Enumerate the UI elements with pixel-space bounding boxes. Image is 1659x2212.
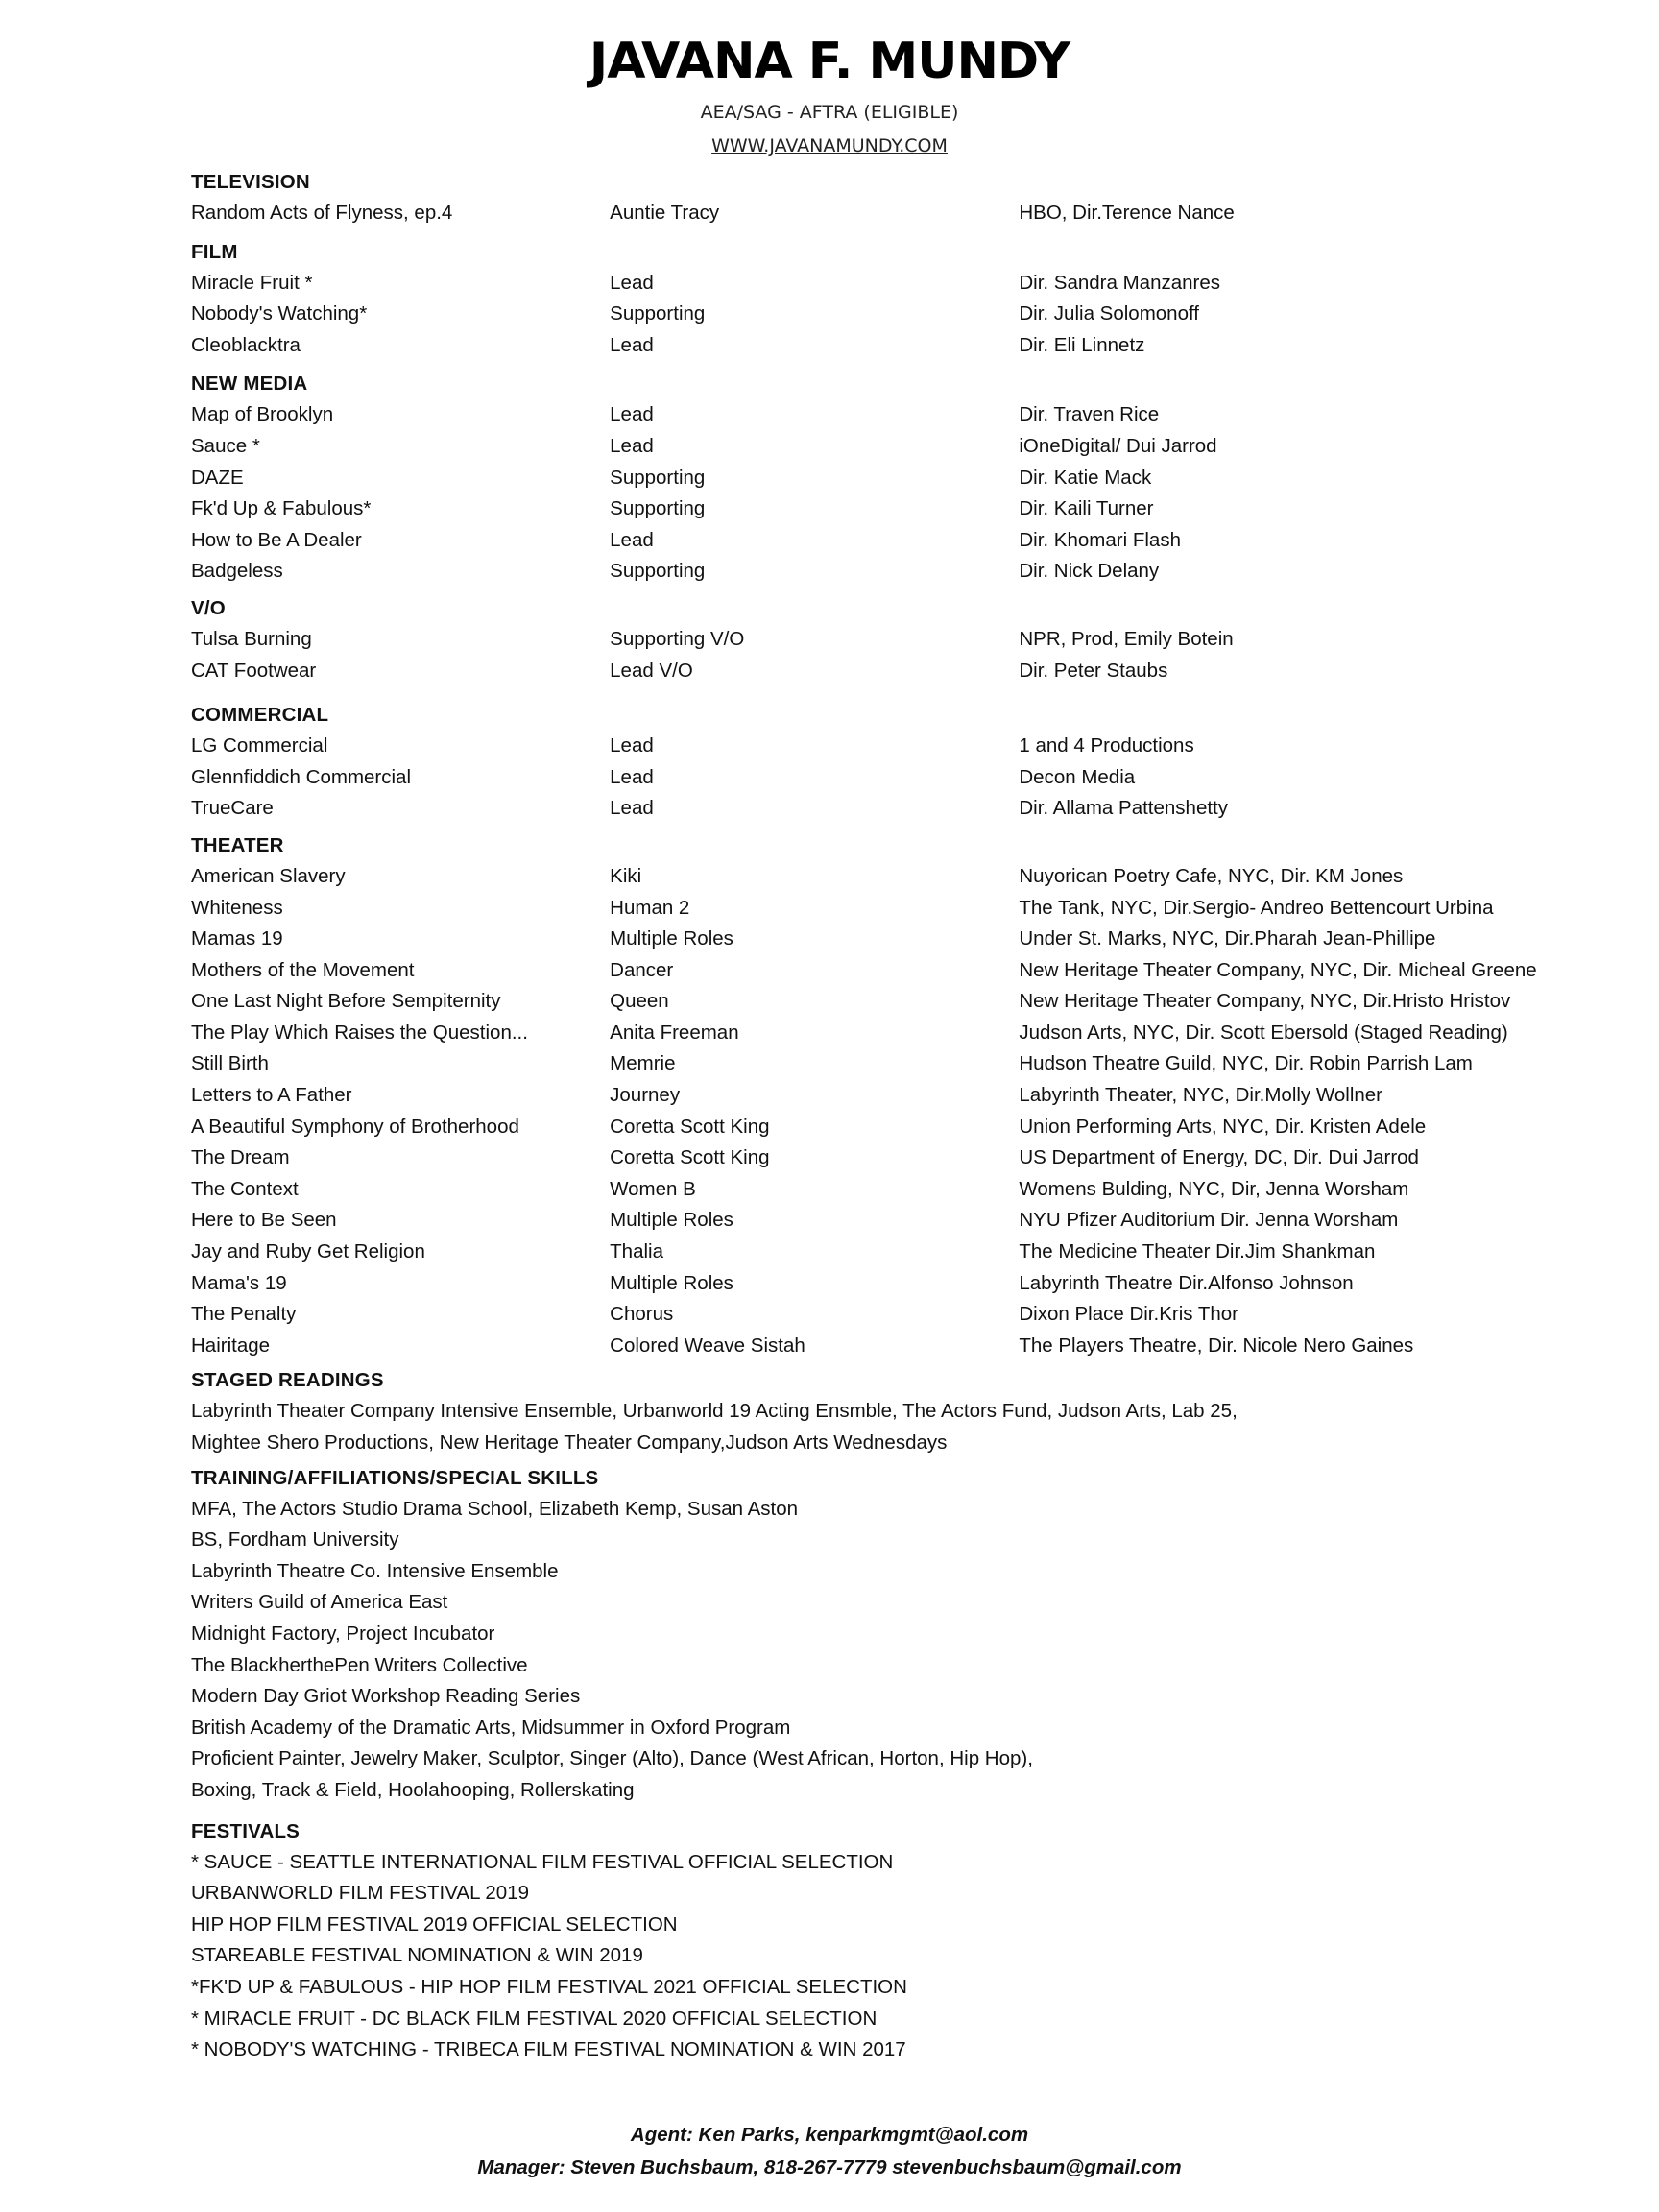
actor-name: JAVANA F. MUNDY [589,33,1070,90]
credit-project: Miracle Fruit * [191,271,313,294]
website-link[interactable]: WWW.JAVANAMUNDY.COM [711,135,948,156]
credit-row [191,431,1554,463]
credit-project: American Slavery [191,864,346,887]
credit-row [191,1331,1554,1362]
credit-company: Under St. Marks, NYC, Dir.Pharah Jean-Phillipe [1019,927,1436,950]
credit-role: Supporting [610,302,706,325]
credit-section-theater [191,830,1554,1362]
credit-company: NYU Pfizer Auditorium Dir. Jenna Worsham [1019,1209,1399,1232]
training-line: British Academy of the Dramatic Arts, Midsummer in Oxford Program [191,1716,791,1739]
credit-company: Dir. Katie Mack [1019,466,1152,489]
credit-company: Labyrinth Theater, NYC, Dir.Molly Wollner [1019,1084,1382,1107]
credit-company: Dir. Sandra Manzanres [1019,271,1221,294]
credit-project: Nobody's Watching* [191,302,368,325]
credit-role: Multiple Roles [610,1271,733,1294]
credit-role: Lead [610,797,654,820]
credit-company: Judson Arts, NYC, Dir. Scott Ebersold (Staged Reading) [1019,1021,1508,1044]
training-line: The BlackherthePen Writers Collective [191,1653,528,1676]
credit-row [191,268,1554,300]
credit-role: Multiple Roles [610,1209,733,1232]
credit-company: Labyrinth Theatre Dir.Alfonso Johnson [1019,1271,1354,1294]
credit-role: Supporting [610,466,706,489]
credit-project: Mama's 19 [191,1271,287,1294]
credit-project: The Dream [191,1146,290,1169]
credit-section-new-media [191,369,1554,588]
credit-row [191,1205,1554,1237]
credit-row [191,493,1554,525]
credit-role: Chorus [610,1303,674,1326]
credit-project: Hairitage [191,1334,271,1357]
credit-row [191,1112,1554,1143]
credit-role: Supporting [610,497,706,520]
credit-company: Dir. Julia Solomonoff [1019,302,1199,325]
credit-company: Dir. Nick Delany [1019,560,1160,583]
credit-role: Thalia [610,1240,663,1263]
credit-company: NPR, Prod, Emily Botein [1019,627,1234,650]
credit-role: Kiki [610,864,642,887]
credit-role: Coretta Scott King [610,1146,770,1169]
training-line: Modern Day Griot Workshop Reading Series [191,1685,581,1708]
website-line [0,135,1659,156]
credit-role: Lead [610,765,654,788]
credit-role: Colored Weave Sistah [610,1334,805,1357]
credit-row [191,624,1554,656]
credit-project: Fk'd Up & Fabulous* [191,497,372,520]
credit-role: Memrie [610,1052,676,1075]
section-heading: TELEVISION [191,171,310,193]
staged-readings-section [191,1365,1554,1458]
credit-row [191,762,1554,794]
credit-row [191,1018,1554,1049]
credit-project: LG Commercial [191,734,328,757]
staged-readings-lines [191,1396,1554,1458]
credit-project: CAT Footwear [191,659,317,682]
credit-project: The Play Which Raises the Question... [191,1021,528,1044]
credit-role: Multiple Roles [610,927,733,950]
credit-row [191,299,1554,330]
staged-reading-line: Labyrinth Theater Company Intensive Ensemble, Urbanworld 19 Acting Ensmble, The Actors Fund, Judson Arts, Lab 25, [191,1400,1238,1423]
credit-role: Journey [610,1084,681,1107]
credit-row [191,893,1554,925]
training-lines [191,1494,1554,1807]
credit-company: Dir. Khomari Flash [1019,528,1181,551]
credit-role: Supporting [610,560,706,583]
credit-role: Lead [610,271,654,294]
training-section [191,1463,1554,1807]
festival-lines [191,1847,1554,2066]
credit-role: Women B [610,1177,696,1200]
credit-role: Lead [610,403,654,426]
credit-row [191,793,1554,825]
training-line: Labyrinth Theatre Co. Intensive Ensemble [191,1559,559,1582]
credit-project: Mamas 19 [191,927,283,950]
credit-project: Tulsa Burning [191,627,312,650]
festival-line: *FK'D UP & FABULOUS - HIP HOP FILM FESTIVAL 2021 OFFICIAL SELECTION [191,1975,907,1998]
credit-row [191,1142,1554,1174]
credit-company: Decon Media [1019,765,1136,788]
credit-role: Anita Freeman [610,1021,739,1044]
credit-project: DAZE [191,466,244,489]
credit-company: Dir. Traven Rice [1019,403,1160,426]
festival-line: * NOBODY'S WATCHING - TRIBECA FILM FESTIVAL NOMINATION & WIN 2017 [191,2038,906,2061]
credit-company: The Tank, NYC, Dir.Sergio- Andreo Bettencourt Urbina [1019,896,1494,919]
credit-sections [191,167,1554,1361]
resume-body [191,167,1554,2066]
section-heading: NEW MEDIA [191,373,308,396]
credit-company: 1 and 4 Productions [1019,734,1194,757]
credit-company: HBO, Dir.Terence Nance [1019,202,1235,224]
credit-project: The Context [191,1177,299,1200]
credit-project: Still Birth [191,1052,269,1075]
credit-section-film [191,237,1554,362]
festival-line: * MIRACLE FRUIT - DC BLACK FILM FESTIVAL 2020 OFFICIAL SELECTION [191,2007,878,2030]
section-heading: V/O [191,596,226,619]
credit-section-commercial [191,700,1554,825]
credit-company: Hudson Theatre Guild, NYC, Dir. Robin Parrish Lam [1019,1052,1473,1075]
credit-project: Whiteness [191,896,283,919]
credit-row [191,861,1554,893]
credit-project: One Last Night Before Sempiternity [191,990,501,1013]
credit-company: The Players Theatre, Dir. Nicole Nero Gaines [1019,1334,1414,1357]
section-heading: STAGED READINGS [191,1369,384,1392]
credit-row [191,656,1554,687]
section-heading: FILM [191,240,238,263]
festival-line: URBANWORLD FILM FESTIVAL 2019 [191,1882,530,1905]
credit-project: Mothers of the Movement [191,958,415,981]
training-line: MFA, The Actors Studio Drama School, Elizabeth Kemp, Susan Aston [191,1497,799,1520]
credit-company: Dir. Peter Staubs [1019,659,1168,682]
credit-role: Lead [610,434,654,457]
credit-role: Dancer [610,958,674,981]
credit-role: Coretta Scott King [610,1115,770,1138]
training-line: Proficient Painter, Jewelry Maker, Sculptor, Singer (Alto), Dance (West African, Horton, Hip Hop), [191,1747,1033,1770]
credit-project: Sauce * [191,434,260,457]
credit-row [191,1174,1554,1206]
credit-project: Here to Be Seen [191,1209,337,1232]
credit-company: New Heritage Theater Company, NYC, Dir.Hristo Hristov [1019,990,1511,1013]
section-heading: COMMERCIAL [191,704,329,727]
training-line: BS, Fordham University [191,1528,399,1551]
credit-role: Lead [610,528,654,551]
credit-row [191,955,1554,987]
credit-project: Letters to A Father [191,1084,352,1107]
credit-row [191,1048,1554,1080]
credit-row [191,1080,1554,1112]
credit-company: Union Performing Arts, NYC, Dir. Kristen Adele [1019,1115,1427,1138]
credit-row [191,986,1554,1018]
credit-role: Lead [610,333,654,356]
credit-row [191,924,1554,955]
credit-row [191,1299,1554,1331]
manager-contact: Manager: Steven Buchsbaum, 818-267-7779 stevenbuchsbaum@gmail.com [477,2156,1182,2178]
credit-project: TrueCare [191,797,274,820]
credit-company: New Heritage Theater Company, NYC, Dir. Micheal Greene [1019,958,1537,981]
credit-row [191,463,1554,494]
section-heading: TRAINING/AFFILIATIONS/SPECIAL SKILLS [191,1466,599,1489]
agent-contact: Agent: Ken Parks, kenparkmgmt@aol.com [630,2124,1029,2146]
credit-row [191,1268,1554,1300]
credit-row [191,556,1554,588]
credit-role: Lead V/O [610,659,693,682]
credit-company: The Medicine Theater Dir.Jim Shankman [1019,1240,1376,1263]
union-status: AEA/SAG - AFTRA (ELIGIBLE) [700,102,959,123]
credit-role: Queen [610,990,669,1013]
credit-project: Glennfiddich Commercial [191,765,412,788]
festivals-section [191,1816,1554,2066]
credit-company: iOneDigital/ Dui Jarrod [1019,434,1217,457]
credit-role: Human 2 [610,896,690,919]
credit-row [191,1237,1554,1268]
credit-role: Lead [610,734,654,757]
credit-company: Dir. Kaili Turner [1019,497,1154,520]
section-heading: FESTIVALS [191,1819,301,1842]
credit-section-v-o [191,593,1554,686]
credit-section-television [191,167,1554,229]
festival-line: STAREABLE FESTIVAL NOMINATION & WIN 2019 [191,1944,643,1967]
training-line: Boxing, Track & Field, Hoolahooping, Rollerskating [191,1778,635,1801]
festival-line: * SAUCE - SEATTLE INTERNATIONAL FILM FESTIVAL OFFICIAL SELECTION [191,1850,894,1873]
staged-reading-line: Mightee Shero Productions, New Heritage Theater Company,Judson Arts Wednesdays [191,1431,948,1454]
credit-project: Map of Brooklyn [191,403,334,426]
credit-company: Dixon Place Dir.Kris Thor [1019,1303,1238,1326]
credit-role: Auntie Tracy [610,202,720,224]
credit-project: Cleoblacktra [191,333,301,356]
credit-row [191,198,1554,229]
credit-project: How to Be A Dealer [191,528,362,551]
training-line: Writers Guild of America East [191,1591,448,1614]
section-heading: THEATER [191,833,284,856]
credit-company: Nuyorican Poetry Cafe, NYC, Dir. KM Jones [1019,864,1404,887]
credit-company: Dir. Allama Pattenshetty [1019,797,1228,820]
credit-project: The Penalty [191,1303,297,1326]
credit-project: Jay and Ruby Get Religion [191,1240,425,1263]
credit-company: Womens Bulding, NYC, Dir, Jenna Worsham [1019,1177,1409,1200]
credit-project: Badgeless [191,560,283,583]
credit-row [191,399,1554,431]
credit-row [191,731,1554,762]
credit-company: US Department of Energy, DC, Dir. Dui Jarrod [1019,1146,1419,1169]
credit-row [191,525,1554,557]
credit-role: Supporting V/O [610,627,745,650]
festival-line: HIP HOP FILM FESTIVAL 2019 OFFICIAL SELECTION [191,1912,678,1936]
training-line: Midnight Factory, Project Incubator [191,1622,495,1645]
credit-project: A Beautiful Symphony of Brotherhood [191,1115,519,1138]
credit-row [191,330,1554,362]
credit-project: Random Acts of Flyness, ep.4 [191,202,453,224]
credit-company: Dir. Eli Linnetz [1019,333,1145,356]
